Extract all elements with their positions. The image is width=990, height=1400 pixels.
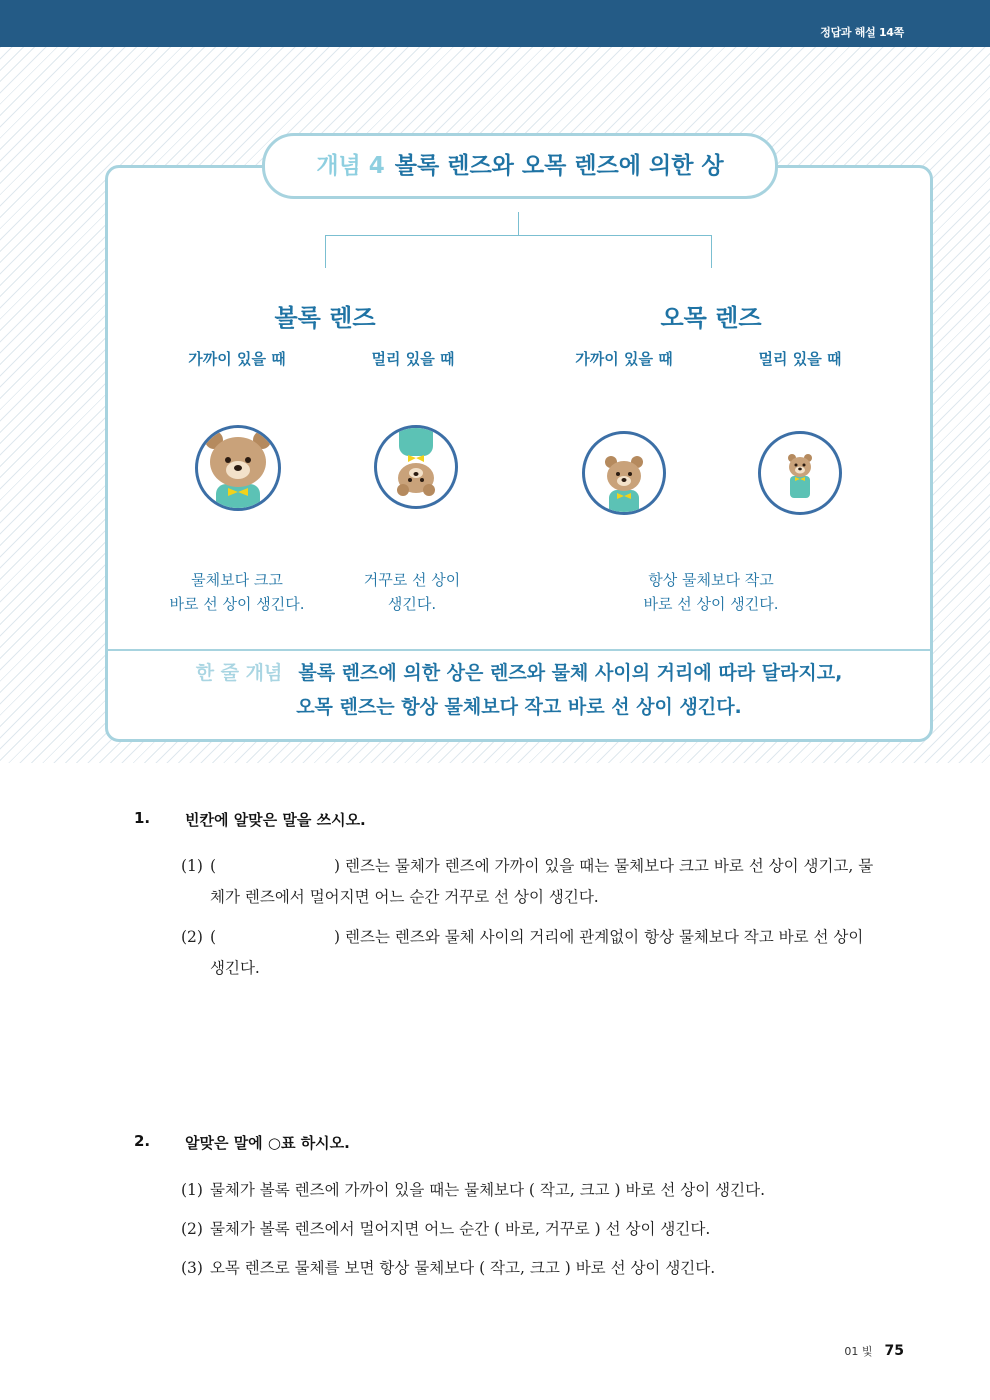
question-2-text: 알맞은 말에 ○표 하시오. <box>185 1134 350 1152</box>
convex-far-image <box>374 425 458 509</box>
header-bar <box>0 0 990 47</box>
concave-far-label: 멀리 있을 때 <box>758 350 842 368</box>
page-number: 75 <box>884 1343 904 1359</box>
blank-open: ( <box>209 928 216 946</box>
concept-number: 개념 4 <box>316 153 385 179</box>
connector-left <box>325 235 326 268</box>
answer-reference: 정답과 해설 14쪽 <box>820 26 904 39</box>
concave-caption <box>601 568 821 616</box>
convex-far-label: 멀리 있을 때 <box>371 350 455 368</box>
summary-line1: 볼록 렌즈에 의한 상은 렌즈와 물체 사이의 거리에 따라 달라지고, <box>298 662 843 684</box>
one-line-summary <box>108 656 930 724</box>
item-text: 오목 렌즈로 물체를 보면 항상 물체보다 ( 작고, 크고 ) 바로 선 상이 생긴다. <box>209 1259 716 1277</box>
connector-right <box>711 235 712 268</box>
concave-near-image <box>582 431 666 515</box>
question-1-item-2 <box>181 922 911 984</box>
summary-line2: 오목 렌즈는 항상 물체보다 작고 바로 선 상이 생긴다. <box>296 696 742 718</box>
item-index: (1) <box>181 1181 203 1199</box>
blank-close: ) <box>334 928 341 946</box>
connector-horizontal <box>325 235 712 236</box>
convex-near-image <box>195 425 281 511</box>
page-footer <box>844 1343 904 1359</box>
connector-vertical <box>518 212 519 236</box>
item-index: (3) <box>181 1259 203 1277</box>
question-2-number: 2. <box>134 1132 151 1150</box>
concave-near-label: 가까이 있을 때 <box>575 350 673 368</box>
convex-near-caption-line2: 바로 선 상이 생긴다. <box>169 595 305 613</box>
question-2-item-2[interactable] <box>181 1214 911 1245</box>
convex-lens-heading: 볼록 렌즈 <box>274 304 376 332</box>
item-text: 물체가 볼록 렌즈에 가까이 있을 때는 물체보다 ( 작고, 크고 ) 바로 선 상이 생긴다. <box>209 1181 766 1199</box>
question-1-item-1 <box>181 851 911 913</box>
question-1-text: 빈칸에 알맞은 말을 쓰시오. <box>185 811 366 829</box>
item-text-cont: 생긴다. <box>210 959 260 977</box>
summary-label: 한 줄 개념 <box>195 662 283 684</box>
question-2-item-1[interactable] <box>181 1175 911 1206</box>
item-text-cont: 체가 렌즈에서 멀어지면 어느 순간 거꾸로 선 상이 생긴다. <box>210 888 599 906</box>
blank-open: ( <box>209 857 216 875</box>
item-index: (2) <box>181 928 203 946</box>
chapter-label: 01 빛 <box>844 1345 873 1358</box>
item-text: 렌즈는 렌즈와 물체 사이의 거리에 관계없이 항상 물체보다 작고 바로 선 상이 <box>345 928 864 946</box>
convex-far-caption-line2: 생긴다. <box>387 595 437 613</box>
concave-lens-heading: 오목 렌즈 <box>660 304 762 332</box>
question-2-item-3[interactable] <box>181 1253 911 1284</box>
item-index: (2) <box>181 1220 203 1238</box>
summary-divider <box>108 649 930 651</box>
item-text: 물체가 볼록 렌즈에서 멀어지면 어느 순간 ( 바로, 거꾸로 ) 선 상이 생긴다. <box>209 1220 711 1238</box>
convex-far-caption-line1: 거꾸로 선 상이 <box>363 571 461 589</box>
convex-near-caption-line1: 물체보다 크고 <box>191 571 283 589</box>
convex-near-label: 가까이 있을 때 <box>188 350 286 368</box>
concave-far-image <box>758 431 842 515</box>
concept-title-pill <box>262 133 778 199</box>
question-1-number: 1. <box>134 809 151 827</box>
concave-caption-line2: 바로 선 상이 생긴다. <box>643 595 779 613</box>
concave-caption-line1: 항상 물체보다 작고 <box>648 571 774 589</box>
blank-close: ) <box>334 857 341 875</box>
item-index: (1) <box>181 857 203 875</box>
convex-far-caption <box>337 568 487 616</box>
item-text: 렌즈는 물체가 렌즈에 가까이 있을 때는 물체보다 크고 바로 선 상이 생기고, 물 <box>345 857 874 875</box>
concept-title: 볼록 렌즈와 오목 렌즈에 의한 상 <box>394 153 724 179</box>
convex-near-caption <box>142 568 332 616</box>
